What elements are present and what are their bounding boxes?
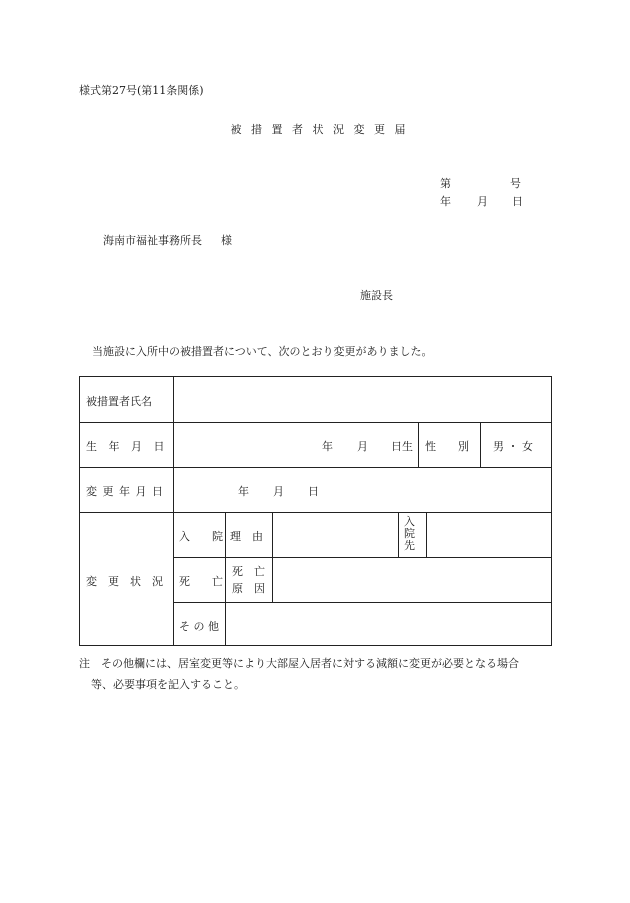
title-char: 変 <box>353 123 365 136</box>
hospitalization-label: 入 院 <box>179 530 223 543</box>
change-day-label: 日 <box>308 485 319 498</box>
row-divider <box>80 512 551 513</box>
document-number-suffix: 号 <box>510 177 521 190</box>
document-number-prefix: 第 <box>440 177 451 190</box>
intro-text: 当施設に入所中の被措置者について、次のとおり変更がありました。 <box>92 345 433 358</box>
change-year-label: 年 <box>238 485 249 498</box>
date-month-label: 月 <box>477 195 488 208</box>
note-line-1: 注 その他欄には、居室変更等により大部屋入居者に対する減額に変更が必要となる場合 <box>79 657 519 670</box>
death-cause-label-2: 原 因 <box>232 582 265 595</box>
title-char: 措 <box>251 123 262 136</box>
other-label: そ の 他 <box>179 620 219 633</box>
addressee-name: 海南市福祉事務所長 <box>103 234 202 247</box>
addressee-honorific: 様 <box>221 234 232 247</box>
title-char: 更 <box>374 123 385 136</box>
birth-date-label: 生 年 月 日 <box>86 440 169 453</box>
gender-options[interactable]: 男 ・ 女 <box>493 440 533 453</box>
hospital-destination-label: 入 院 先 <box>404 515 415 552</box>
title-char: 況 <box>333 123 344 136</box>
column-divider <box>225 512 226 645</box>
name-field[interactable] <box>176 379 548 419</box>
title-char: 届 <box>394 123 406 136</box>
column-divider <box>272 512 273 602</box>
row-divider <box>173 602 551 603</box>
date-day-label: 日 <box>512 195 523 208</box>
title-char: 者 <box>292 123 303 136</box>
name-label: 被措置者氏名 <box>86 395 152 408</box>
column-divider <box>480 422 481 467</box>
change-date-label: 変 更 年 月 日 <box>86 485 164 498</box>
column-divider <box>398 512 399 557</box>
birth-day-label: 日生 <box>391 440 413 453</box>
death-label: 死 亡 <box>179 575 223 588</box>
date-year-label: 年 <box>440 195 451 208</box>
column-divider <box>426 512 427 557</box>
title-char: 被 <box>230 123 242 136</box>
gender-label: 性 別 <box>425 440 469 453</box>
row-divider <box>173 557 551 558</box>
column-divider <box>418 422 419 467</box>
note-line-2: 等、必要事項を記入すること。 <box>91 678 245 691</box>
sender-label: 施設長 <box>360 289 393 302</box>
column-divider <box>173 377 174 645</box>
death-cause-label-1: 死 亡 <box>232 565 265 578</box>
status-change-table <box>79 376 552 646</box>
row-divider <box>80 467 551 468</box>
change-month-label: 月 <box>273 485 284 498</box>
birth-year-label: 年 <box>322 440 333 453</box>
change-status-label: 変 更 状 況 <box>86 575 163 588</box>
document-title <box>0 121 630 137</box>
title-char: 状 <box>312 123 324 136</box>
title-char: 置 <box>271 123 283 136</box>
form-number: 様式第27号(第11条関係) <box>79 84 204 97</box>
birth-month-label: 月 <box>357 440 368 453</box>
reason-label: 理 由 <box>230 530 263 543</box>
